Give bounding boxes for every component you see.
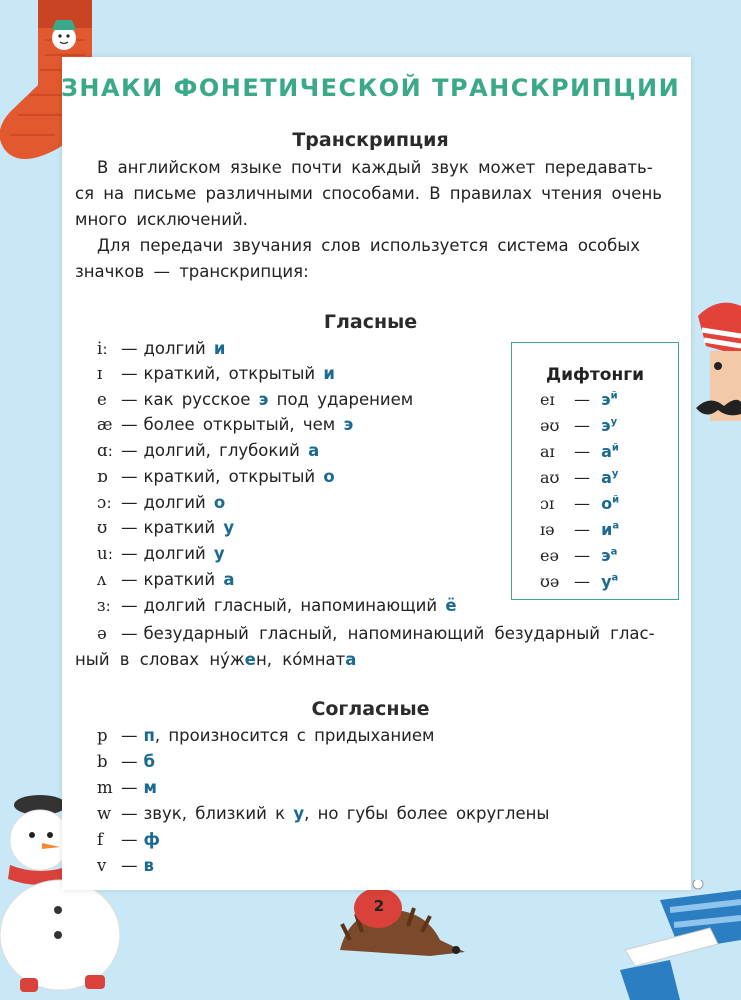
- ipa-symbol: eə: [540, 546, 559, 565]
- scarf-illustration: [600, 880, 741, 1000]
- diphthong-glide: у: [611, 468, 619, 480]
- diphthong-row: [540, 519, 619, 541]
- vowel-row: [97, 517, 234, 539]
- dash: —: [574, 390, 590, 409]
- dash: —: [574, 520, 590, 539]
- diphthongs-heading: Дифтонги: [546, 365, 644, 385]
- ipa-symbol: əʊ: [540, 416, 560, 435]
- consonant-row: [97, 751, 155, 773]
- russian-equivalent: [601, 494, 619, 513]
- vowel-description: долгий гласный, напоминающий: [143, 596, 438, 615]
- russian-equivalent: м: [143, 778, 157, 797]
- example-word: н,: [255, 650, 272, 669]
- consonant-row: [97, 803, 549, 825]
- diphthong-glide: й: [612, 494, 620, 506]
- dash: —: [121, 493, 138, 512]
- ipa-symbol: f: [97, 830, 104, 849]
- dash: —: [121, 364, 138, 383]
- vowel-description: долгий, глубокий: [143, 441, 300, 460]
- ipa-symbol: aʊ: [540, 468, 560, 487]
- russian-equivalent: [601, 442, 619, 461]
- russian-equivalent: [601, 468, 618, 487]
- russian-equivalent: у: [223, 518, 235, 537]
- dash: —: [574, 494, 590, 513]
- dash: —: [121, 339, 138, 358]
- russian-equivalent: у: [213, 544, 225, 563]
- example-highlight: е: [244, 650, 256, 669]
- dash: —: [121, 441, 138, 460]
- diphthong-row: [540, 545, 617, 567]
- para1-line: В английском языке почти каждый звук может передавать-: [97, 158, 653, 177]
- consonant-row: [97, 855, 154, 877]
- diphthong-glide: а: [612, 520, 620, 532]
- vowel-description: краткий, открытый: [143, 364, 316, 383]
- diphthong-row: [540, 389, 618, 411]
- russian-equivalent: в: [143, 856, 154, 875]
- intro-paragraph-2: [75, 233, 678, 285]
- diphthong-row: [540, 415, 617, 437]
- intro-paragraph-1: [75, 155, 678, 233]
- diphthong-main: а: [601, 442, 612, 461]
- example-word: ко́мнат: [282, 650, 346, 669]
- diphthong-glide: у: [610, 416, 618, 428]
- vowel-row: [97, 338, 225, 360]
- dash: —: [574, 468, 590, 487]
- ipa-symbol: aɪ: [540, 442, 555, 461]
- hedgehog-illustration: [330, 880, 470, 960]
- transcription-heading: Транскрипция: [292, 129, 449, 151]
- ipa-symbol: w: [97, 804, 112, 823]
- vowel-row: [97, 543, 225, 565]
- russian-equivalent: и: [323, 364, 335, 383]
- russian-equivalent: о: [323, 467, 335, 486]
- ipa-symbol: e: [97, 390, 107, 409]
- vowel-row: [97, 492, 225, 514]
- ipa-symbol: uː: [97, 544, 114, 563]
- russian-equivalent: п: [143, 726, 155, 745]
- diphthong-main: у: [601, 572, 612, 591]
- dash: —: [121, 856, 138, 875]
- dash: —: [121, 830, 138, 849]
- dash: —: [121, 752, 138, 771]
- vowel-row: [97, 595, 457, 617]
- dash: —: [121, 467, 138, 486]
- ipa-symbol: ɪə: [540, 520, 555, 539]
- vowel-description: долгий: [143, 339, 206, 358]
- russian-equivalent: у: [293, 804, 305, 823]
- ipa-symbol: iː: [97, 339, 108, 358]
- ipa-symbol: eɪ: [540, 390, 555, 409]
- russian-equivalent: а: [223, 570, 235, 589]
- consonant-description: , произносится с придыханием: [154, 726, 435, 745]
- vowel-description: как русское: [143, 390, 251, 409]
- vowel-description-tail: под ударением: [276, 390, 414, 409]
- vowel-description: долгий: [143, 544, 206, 563]
- ipa-symbol: ɔɪ: [540, 494, 555, 513]
- ipa-symbol: ɑː: [97, 441, 114, 460]
- dash: —: [121, 624, 138, 643]
- diphthong-glide: а: [610, 546, 618, 558]
- vowel-row: [97, 569, 234, 591]
- page-number: 2: [373, 897, 385, 915]
- consonant-description-tail: , но губы более округлены: [304, 804, 550, 823]
- dash: —: [121, 415, 138, 434]
- russian-equivalent: ф: [143, 830, 160, 849]
- para1-line: много исключений.: [75, 210, 248, 229]
- dash: —: [121, 778, 138, 797]
- diphthong-main: а: [601, 468, 612, 487]
- dash: —: [121, 518, 138, 537]
- dash: —: [121, 570, 138, 589]
- consonant-row: [97, 777, 157, 799]
- vowel-row: [97, 414, 353, 436]
- russian-equivalent: а: [308, 441, 320, 460]
- ipa-symbol: ɜː: [97, 596, 111, 615]
- russian-equivalent: [601, 572, 618, 591]
- para2-line: Для передачи звучания слов используется система особых: [97, 236, 641, 255]
- vowel-row: [97, 389, 413, 411]
- ipa-symbol: m: [97, 778, 113, 797]
- schwa-description: безударный гласный, напоминающий безударный глас-: [143, 624, 655, 643]
- schwa-entry: [97, 621, 678, 647]
- diphthong-main: о: [601, 494, 613, 513]
- diphthong-main: э: [601, 390, 611, 409]
- diphthong-glide: й: [610, 390, 618, 402]
- diphthong-row: [540, 571, 618, 593]
- russian-equivalent: э: [258, 390, 269, 409]
- ipa-symbol: ʌ: [97, 570, 107, 589]
- diphthong-main: и: [601, 520, 613, 539]
- para2-line: значков — транскрипция:: [75, 262, 309, 281]
- vowel-description: краткий: [143, 570, 216, 589]
- russian-equivalent: [601, 416, 617, 435]
- ipa-symbol: v: [97, 856, 107, 875]
- diphthong-row: [540, 493, 619, 515]
- diphthong-glide: й: [611, 442, 619, 454]
- para1-line: ся на письме различными способами. В правилах чтения очень: [75, 184, 662, 203]
- vowels-heading: Гласные: [323, 311, 418, 333]
- dash: —: [121, 804, 138, 823]
- schwa-description: ный в словах: [75, 650, 200, 669]
- ipa-symbol: ʊ: [97, 518, 108, 537]
- consonant-row: [97, 725, 435, 747]
- vowel-description: краткий: [143, 518, 216, 537]
- vowel-description: краткий, открытый: [143, 467, 316, 486]
- russian-equivalent: э: [343, 415, 354, 434]
- dash: —: [574, 416, 590, 435]
- russian-equivalent: [601, 390, 618, 409]
- vowel-row: [97, 440, 319, 462]
- consonant-row: [97, 829, 160, 851]
- vowel-description: долгий: [143, 493, 206, 512]
- vowel-row: [97, 466, 335, 488]
- dash: —: [574, 572, 590, 591]
- russian-equivalent: [601, 546, 617, 565]
- diphthong-main: э: [601, 546, 611, 565]
- russian-equivalent: и: [213, 339, 226, 358]
- diphthong-row: [540, 441, 619, 463]
- diphthongs-box: [511, 342, 679, 600]
- russian-equivalent: [601, 520, 619, 539]
- ipa-symbol: ə: [97, 624, 107, 643]
- ipa-symbol: ɔː: [97, 493, 112, 512]
- dash: —: [574, 442, 590, 461]
- ipa-symbol: p: [97, 726, 108, 745]
- diphthong-main: э: [601, 416, 611, 435]
- ipa-symbol: æ: [97, 415, 113, 434]
- consonant-description: звук, близкий к: [143, 804, 286, 823]
- dash: —: [121, 544, 138, 563]
- schwa-entry-line2: [75, 649, 356, 671]
- example-highlight: а: [345, 650, 357, 669]
- dash: —: [121, 390, 138, 409]
- ipa-symbol: ɒ: [97, 467, 108, 486]
- ipa-symbol: ʊə: [540, 572, 560, 591]
- diphthong-glide: а: [611, 572, 619, 584]
- dash: —: [121, 726, 138, 745]
- russian-equivalent: о: [213, 493, 226, 512]
- example-word: ну́ж: [209, 650, 245, 669]
- page-title: ЗНАКИ ФОНЕТИЧЕСКОЙ ТРАНСКРИПЦИИ: [60, 74, 681, 102]
- russian-equivalent: б: [143, 752, 156, 771]
- ipa-symbol: ɪ: [97, 364, 103, 383]
- russian-equivalent: ё: [445, 596, 457, 615]
- dash: —: [574, 546, 590, 565]
- consonants-heading: Согласные: [311, 698, 430, 720]
- diphthong-row: [540, 467, 618, 489]
- vowel-row: [97, 363, 335, 385]
- dash: —: [121, 596, 138, 615]
- ipa-symbol: b: [97, 752, 108, 771]
- vowel-description: более открытый, чем: [143, 415, 336, 434]
